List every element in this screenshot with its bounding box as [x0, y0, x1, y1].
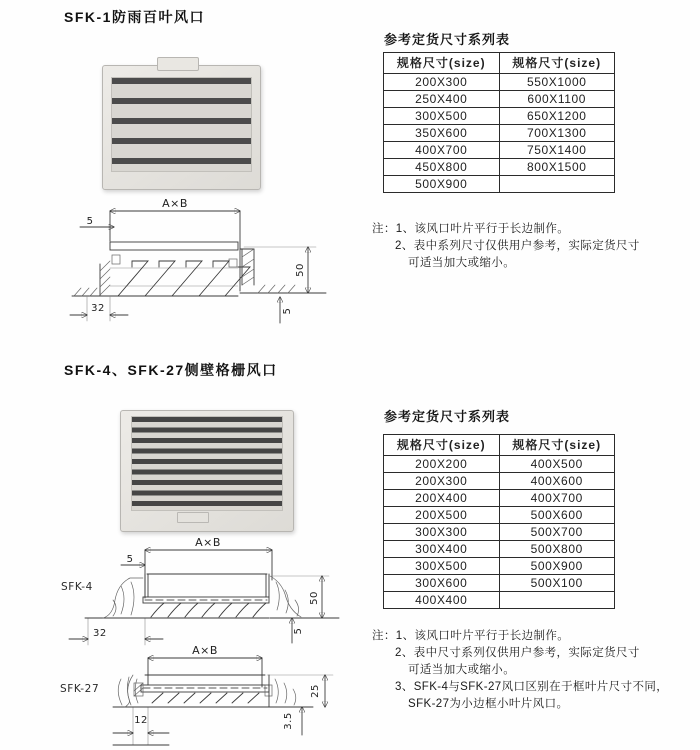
- note-line: 3、SFK-4与SFK-27风口区别在于框叶片尺寸不同，: [395, 681, 669, 693]
- size-cell: 700X1300: [499, 125, 615, 142]
- size-cell: 350X600: [384, 125, 500, 142]
- table-header-row: [384, 435, 615, 456]
- dim-lip-label: 5: [293, 627, 304, 635]
- size-cell: 650X1200: [499, 108, 615, 125]
- table-row: [384, 74, 615, 91]
- dim-lip-label: 5: [282, 307, 293, 315]
- table-row: [384, 125, 615, 142]
- dim-height-label: 25: [310, 684, 321, 698]
- size-cell: 300X500: [384, 108, 500, 125]
- louver-blades: [118, 261, 250, 296]
- grille-frame: [113, 675, 313, 707]
- dim-depth-label: 12: [134, 715, 148, 726]
- table-row: [384, 558, 615, 575]
- wall-hatching: [118, 675, 296, 707]
- size-cell: 200X300: [384, 473, 500, 490]
- section2-title: SFK-4、SFK-27侧壁格栅风口: [64, 362, 278, 378]
- dim-depth-label: 32: [93, 628, 107, 639]
- table-row: [384, 91, 615, 108]
- table-row: [384, 490, 615, 507]
- table-row: [384, 473, 615, 490]
- size-cell: 450X800: [384, 159, 500, 176]
- size-cell: 300X600: [384, 575, 500, 592]
- size-cell: 800X1500: [499, 159, 615, 176]
- col-header: 规格尺寸(size): [499, 435, 615, 456]
- table-row: [384, 159, 615, 176]
- drawing-label: SFK-4: [61, 581, 93, 593]
- sfk4-section-drawing: [55, 538, 355, 650]
- section1-title: SFK-1防雨百叶风口: [64, 9, 205, 25]
- table-row: [384, 541, 615, 558]
- sfk1-product-photo: [102, 65, 261, 190]
- grille-frame: [85, 574, 269, 618]
- dim-depth-label: 32: [91, 303, 105, 314]
- vent-frame: [110, 242, 238, 296]
- size-cell: 300X400: [384, 541, 500, 558]
- dim-height-label: 50: [295, 263, 306, 277]
- size-cell: [499, 176, 615, 193]
- table-row: [384, 142, 615, 159]
- sfk1-section-drawing: [62, 197, 354, 337]
- dim-lip-label: 3.5: [283, 712, 294, 730]
- size-cell: 200X200: [384, 456, 500, 473]
- grille-blades: [151, 603, 266, 617]
- col-header: 规格尺寸(size): [499, 53, 615, 74]
- size-cell: 200X400: [384, 490, 500, 507]
- size-cell: 750X1400: [499, 142, 615, 159]
- size-cell: 400X700: [384, 142, 500, 159]
- table-row: [384, 524, 615, 541]
- grille-slats: [131, 416, 283, 511]
- col-header: 规格尺寸(size): [384, 53, 500, 74]
- size-cell: 200X300: [384, 74, 500, 91]
- dimension-lines: [69, 550, 329, 645]
- size-cell: 600X1100: [499, 91, 615, 108]
- dim-height-label: 50: [309, 591, 320, 605]
- note-line: 可适当加大或缩小。: [408, 257, 516, 269]
- note-line: 2、表中尺寸系列仅供用户参考，实际定货尺寸: [395, 647, 640, 659]
- size-cell: 200X500: [384, 507, 500, 524]
- size-cell: 500X800: [499, 541, 615, 558]
- col-header: 规格尺寸(size): [384, 435, 500, 456]
- note-line: 2、表中系列尺寸仅供用户参考，实际定货尺寸: [395, 240, 640, 252]
- note-line: SFK-27为小边框小叶片风口。: [408, 698, 569, 710]
- note-line: 注：1、该风口叶片平行于长边制作。: [372, 630, 570, 642]
- table-row: [384, 456, 615, 473]
- size-cell: 500X600: [499, 507, 615, 524]
- table-header-row: [384, 53, 615, 74]
- size-cell: 400X700: [499, 490, 615, 507]
- drawing-label: SFK-27: [60, 683, 100, 695]
- sfk4-product-photo: [120, 410, 294, 532]
- note-line: 可适当加大或缩小。: [408, 664, 516, 676]
- size-cell: [499, 592, 615, 609]
- dim-width-label: A×B: [192, 644, 218, 657]
- size-cell: 500X700: [499, 524, 615, 541]
- size-cell: 300X500: [384, 558, 500, 575]
- dimension-lines: [70, 211, 316, 323]
- table-row: [384, 176, 615, 193]
- wall-hatching: [72, 249, 326, 296]
- size-cell: 500X900: [499, 558, 615, 575]
- size-cell: 500X900: [384, 176, 500, 193]
- dim-blade-offset-label: 5: [126, 554, 134, 565]
- dim-width-label: A×B: [162, 197, 188, 210]
- size-cell: 500X100: [499, 575, 615, 592]
- louver-slats: [111, 77, 252, 172]
- size-cell: 300X300: [384, 524, 500, 541]
- size-cell: 400X400: [384, 592, 500, 609]
- size-cell: 250X400: [384, 91, 500, 108]
- size-cell: 550X1000: [499, 74, 615, 91]
- note-line: 注：1、该风口叶片平行于长边制作。: [372, 223, 570, 235]
- sfk27-section-drawing: [55, 645, 355, 750]
- table2-title: 参考定货尺寸系列表: [384, 409, 511, 424]
- notes-sfk1: [372, 221, 677, 272]
- photo-mounting-tab: [157, 57, 199, 71]
- table-row: [384, 592, 615, 609]
- notes-sfk4-sfk27: [372, 628, 697, 713]
- table1-title: 参考定货尺寸系列表: [384, 32, 511, 47]
- size-cell: 400X500: [499, 456, 615, 473]
- dimension-lines: [113, 658, 333, 745]
- grille-blades: [152, 693, 259, 703]
- size-cell: 400X600: [499, 473, 615, 490]
- dim-width-label: A×B: [195, 536, 221, 549]
- dim-blade-offset-label: 5: [86, 216, 94, 227]
- photo-mounting-tab: [177, 512, 209, 523]
- size-table-sfk4: [383, 434, 615, 609]
- table-row: [384, 507, 615, 524]
- size-table-sfk1: [383, 52, 615, 193]
- table-row: [384, 575, 615, 592]
- table-row: [384, 108, 615, 125]
